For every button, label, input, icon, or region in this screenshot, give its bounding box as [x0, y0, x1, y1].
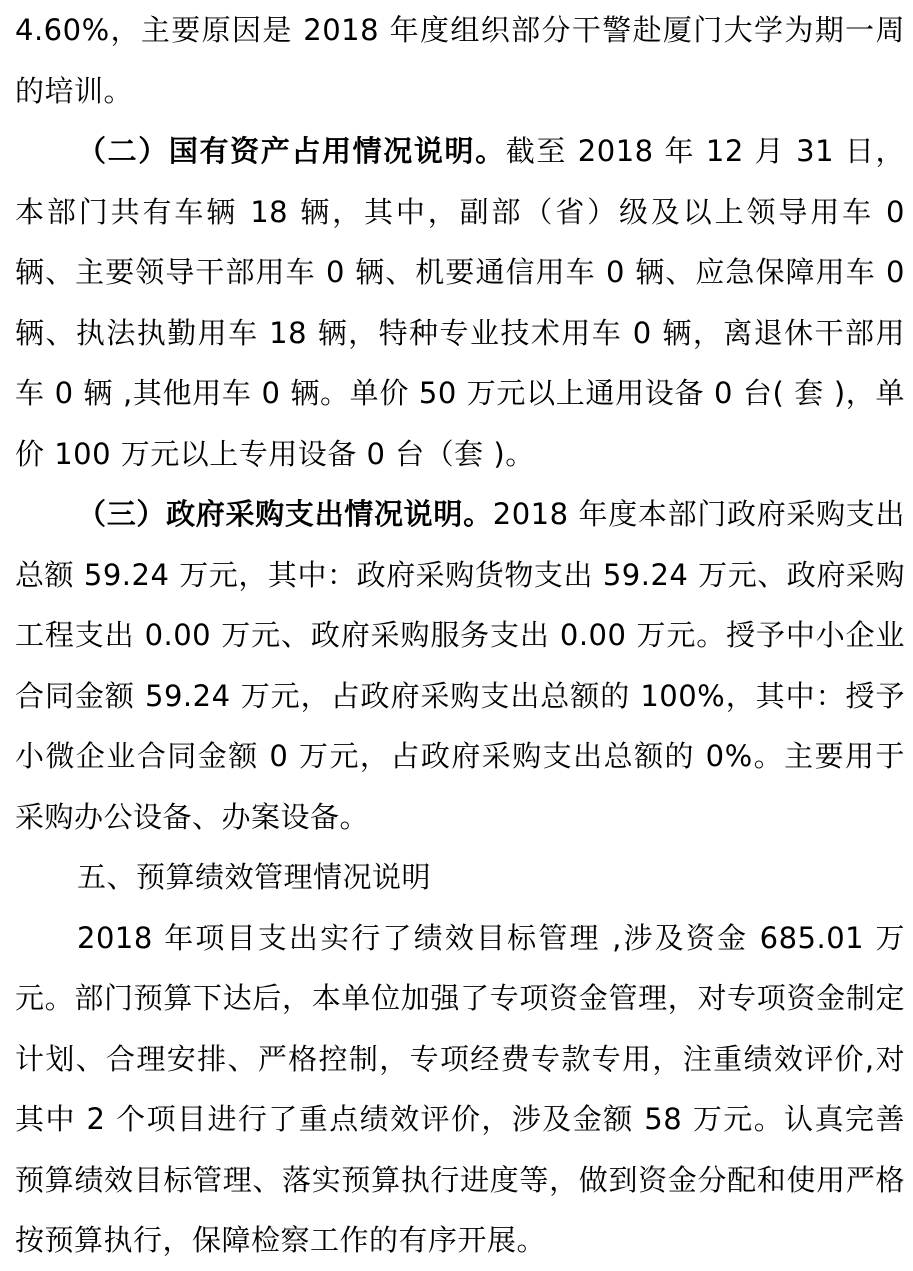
paragraph-text: 2018 年度本部门政府采购支出总额 59.24 万元，其中：政府采购货物支出 59.24 万元、政府采购工程支出 0.00 万元、政府采购服务支出 0.00 万元。授予中小企业合同金额 59.24 万元，占政府采购支出总额的 100%，其中：授予小微企业合同金额 0 万元，占政府采购支出总额的 0%。主要用于采购办公设备、办案设备。 — [15, 497, 905, 834]
paragraph-text: 4.60%，主要原因是 2018 年度组织部分干警赴厦门大学为期一周的培训。 — [15, 13, 905, 108]
document-page — [15, 0, 905, 1271]
section-heading-government-procurement: （三）政府采购支出情况说明。 — [77, 497, 493, 531]
paragraph-performance-management — [15, 908, 905, 1271]
section-heading-performance-management — [15, 847, 905, 908]
paragraph-continuation — [15, 0, 905, 121]
paragraph-state-assets — [15, 121, 905, 484]
paragraph-government-procurement — [15, 484, 905, 847]
section-heading-state-assets: （二）国有资产占用情况说明。 — [77, 134, 506, 168]
paragraph-text: 2018 年项目支出实行了绩效目标管理 ,涉及资金 685.01 万元。部门预算下达后，本单位加强了专项资金管理，对专项资金制定计划、合理安排、严格控制，专项经费专款专用，注重绩效评价,对其中 2 个项目进行了重点绩效评价，涉及金额 58 万元。认真完善预算绩效目标管理、落实预算执行进度等，做到资金分配和使用严格按预算执行，保障检察工作的有序开展。 — [15, 920, 905, 1257]
section-heading-text: 五、预算绩效管理情况说明 — [77, 860, 432, 894]
paragraph-text: 截至 2018 年 12 月 31 日，本部门共有车辆 18 辆，其中，副部（省）级及以上领导用车 0 辆、主要领导干部用车 0 辆、机要通信用车 0 辆、应急保障用车 0 辆、执法执勤用车 18 辆，特种专业技术用车 0 辆，离退休干部用车 0 辆 ,其他用车 0 辆。单价 50 万元以上通用设备 0 台( 套 )，单价 100 万元以上专用设备 0 台（套 )。 — [15, 134, 905, 471]
